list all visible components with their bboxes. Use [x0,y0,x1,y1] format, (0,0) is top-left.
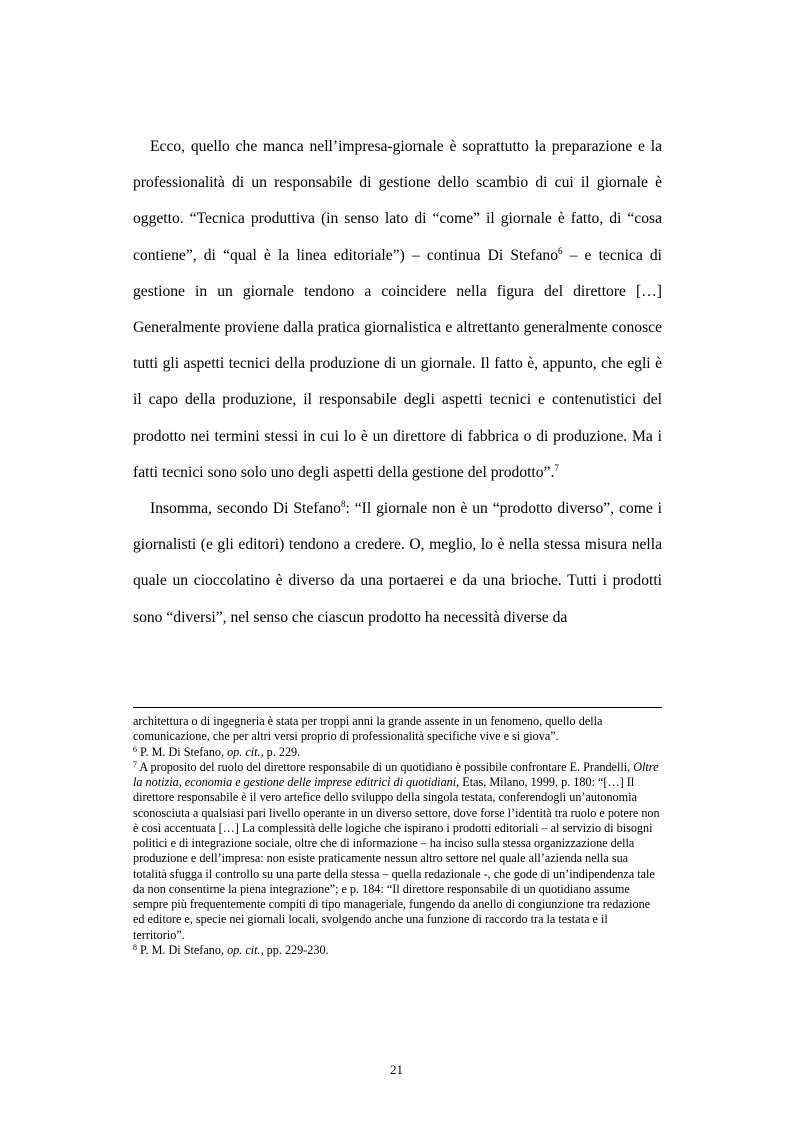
footnote-6-number: 6 [133,744,137,754]
footnote-ref-7[interactable]: 7 [554,462,559,473]
footnote-6-post: , p. 229. [260,744,301,759]
footnote-6-pre: P. M. Di Stefano, [137,744,228,759]
paragraph-2-text-b: : “Il giornale non è un “prodotto diverso”, come i giornalisti (e gli editori) tendono a credere. O, meglio, lo è nella stessa misura nella quale un cioccolatino è diverso da una portaerei e da una brioche. Tutti i prodotti sono “diversi”, nel senso che ciascun prodotto ha necessità diverse da [133,500,662,626]
footnote-ref-8[interactable]: 8 [340,499,346,510]
page-number: 21 [390,1062,403,1077]
footnote-8-number: 8 [133,942,137,952]
main-text [133,129,662,636]
footnote-6 [133,745,662,760]
footnote-continuation: architettura o di ingegneria è stata per troppi anni la grande assente in un fenomeno, quello della comunicazione, che per altri versi proprio di professionalità specifiche vive e si giova”. [133,714,603,744]
paragraph-2-text-a: Insomma, secondo Di Stefano [150,500,341,518]
footnote-8-italic: op. cit. [227,942,261,957]
paragraph-1-text-b: – e tecnica di gestione in un giornale tendono a coincidere nella figura del direttore […] Generalmente proviene dalla pratica giornalistica e altrettanto generalmente conosce tutti gli aspetti tecnici della produzione di un giornale. Il fatto è, appunto, che egli è il capo della produzione, il responsabile degli aspetti tecnici e contenutistici del prodotto nei termini stessi in cui lo è un direttore di fabbrica o di produzione. Ma i fatti tecnici sono solo uno degli aspetti della gestione del prodotto”. [133,246,662,481]
paragraph-1-text-a: Ecco, quello che manca nell’impresa-giornale è soprattutto la preparazione e la professionalità di un responsabile di gestione dello scambio di cui il giornale è oggetto. “Tecnica produttiva (in senso lato di “come” il giornale è fatto, di “cosa contiene”, di “qual è la linea editoriale”) – continua Di Stefano [133,138,662,264]
footnotes [133,714,662,958]
footnote-7-number: 7 [133,759,137,769]
footnote-7-italic: Oltre la notizia, economia e gestione delle imprese editrici di quotidiani, [133,759,659,789]
footnote-8-post: , pp. 229-230. [260,942,329,957]
footnote-separator [133,707,662,708]
footnote-8 [133,943,662,958]
footnote-7-pre: A proposito del ruolo del direttore responsabile di un quotidiano è possibile confrontare E. Prandelli, [137,759,634,774]
footnote-ref-6[interactable]: 6 [558,245,563,256]
paragraph-1 [133,129,662,491]
footnote-6-italic: op. cit. [227,744,261,759]
footnote-7-post: Etas, Milano, 1999, p. 180: “[…] Il direttore responsabile è il vero artefice dello sviluppo della singola testata, conferendogli un’autonomia sconosciuta a qualsiasi pari livello operante in un diverso settore, dove forse l’identità tra ruolo e potere non è così accentuata […] La complessità delle logiche che ispirano i prodotti editoriali – al servizio di bisogni politici e di integrazione sociale, oltre che di informazione – ha inciso sulla stessa organizzazione della produzione e dell’impresa: non esiste praticamente nessun altro settore nel quale all’azienda nella sua totalità sfugga il controllo su una parte della stessa – quella redazionale -, che gode di un’indipendenza tale da non consentirne la piena integrazione”; e p. 184: “Il direttore responsabile di un quotidiano assume sempre più frequentemente compiti di tipo manageriale, fungendo da anello di congiunzione tra redazione ed editore e, specie nei giornali locali, svolgendo anche una funzione di raccordo tra la testata e il territorio”. [133,775,660,942]
footnote-7 [133,760,662,943]
footnote-8-pre: P. M. Di Stefano, [137,942,228,957]
paragraph-2 [133,491,662,636]
